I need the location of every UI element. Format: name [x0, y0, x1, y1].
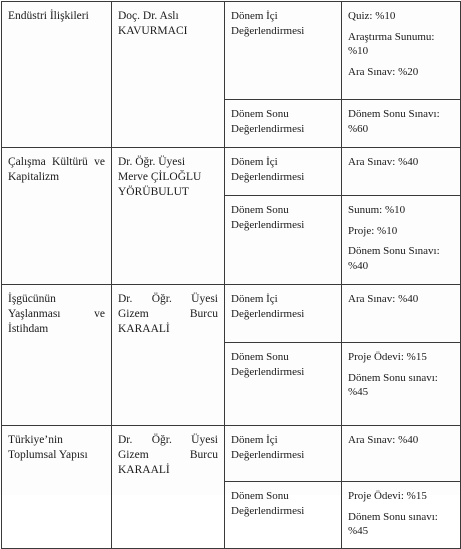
- instructor-line: KAVURMACI: [118, 25, 188, 38]
- detail-line: Dönem Sonu sınavı:: [348, 371, 438, 384]
- course-name-line: Çalışma Kültürü ve: [8, 156, 105, 168]
- course-name-cell: [2, 426, 112, 549]
- evaluation-type-line: Dönem Sonu: [231, 351, 289, 363]
- course-name-line: Toplumsal Yapısı: [8, 449, 88, 462]
- table-row: [2, 148, 461, 196]
- course-name-cell: [2, 285, 112, 426]
- detail-line: Ara Sınav: %40: [348, 293, 419, 305]
- detail-line: %45: [348, 525, 369, 538]
- detail-line: %40: [348, 259, 369, 272]
- evaluation-type-line: Dönem İçi: [231, 293, 278, 305]
- evaluation-type-cell: [225, 2, 342, 100]
- evaluation-type-cell: [225, 343, 342, 426]
- detail-line: Dönem Sonu Sınavı:: [348, 245, 440, 258]
- evaluation-type-line: Değerlendirmesi: [231, 218, 305, 231]
- course-name-cell: [2, 2, 112, 148]
- evaluation-type-line: Dönem İçi: [231, 434, 278, 446]
- course-name-line: Yaşlanması ve: [8, 308, 105, 321]
- course-name-line: Türkiye’nin: [8, 434, 63, 446]
- instructor-line: KARAALİ: [118, 464, 170, 477]
- evaluation-type-line: Değerlendirmesi: [231, 448, 305, 461]
- evaluation-detail-cell: [342, 2, 461, 100]
- evaluation-detail-cell: [342, 343, 461, 426]
- instructor-line: KARAALİ: [118, 323, 170, 336]
- course-evaluation-table: [1, 1, 461, 549]
- evaluation-type-cell: [225, 482, 342, 549]
- evaluation-detail-cell: [342, 148, 461, 196]
- instructor-line: YÖRÜBULUT: [118, 186, 189, 199]
- detail-line: Araştırma Sunumu:: [348, 30, 435, 43]
- table-row: [2, 2, 461, 100]
- detail-line: Ara Sınav: %40: [348, 156, 419, 168]
- course-name-line: İşgücünün: [8, 293, 56, 305]
- evaluation-type-line: Değerlendirmesi: [231, 24, 305, 37]
- evaluation-type-cell: [225, 285, 342, 343]
- evaluation-detail-cell: [342, 426, 461, 482]
- evaluation-type-line: Dönem Sonu: [231, 490, 289, 502]
- detail-line: Ara Sınav: %40: [348, 434, 419, 446]
- detail-line: Sunum: %10: [348, 204, 406, 216]
- instructor-cell: [112, 426, 225, 549]
- instructor-line: Dr. Öğr. Üyesi: [118, 434, 218, 446]
- instructor-line: Dr. Öğr. Üyesi: [118, 293, 218, 305]
- evaluation-type-line: Dönem Sonu: [231, 108, 289, 120]
- evaluation-detail-cell: [342, 196, 461, 285]
- evaluation-type-line: Değerlendirmesi: [231, 504, 305, 517]
- instructor-line: Gizem Burcu: [118, 308, 218, 321]
- evaluation-type-cell: [225, 100, 342, 148]
- evaluation-detail-cell: [342, 100, 461, 148]
- instructor-line: Gizem Burcu: [118, 449, 218, 462]
- evaluation-type-line: Dönem İçi: [231, 156, 278, 168]
- detail-line: Dönem Sonu sınavı:: [348, 510, 438, 523]
- evaluation-type-line: Değerlendirmesi: [231, 307, 305, 320]
- instructor-line: Dr. Öğr. Üyesi: [118, 156, 186, 168]
- instructor-cell: [112, 2, 225, 148]
- evaluation-type-cell: [225, 426, 342, 482]
- detail-line: %10: [348, 45, 369, 58]
- detail-line: Quiz: %10: [348, 10, 396, 22]
- course-name-line: Kapitalizm: [8, 171, 60, 184]
- table-row: [2, 426, 461, 482]
- course-name-line: İstihdam: [8, 323, 49, 336]
- evaluation-type-line: Dönem İçi: [231, 10, 278, 22]
- evaluation-type-cell: [225, 196, 342, 285]
- course-name-line: Endüstri İlişkileri: [8, 10, 89, 22]
- instructor-cell: [112, 148, 225, 285]
- evaluation-detail-cell: [342, 285, 461, 343]
- detail-line: Proje Ödevi: %15: [348, 490, 427, 502]
- evaluation-detail-cell: [342, 482, 461, 549]
- instructor-line: Merve ÇİLOĞLU: [118, 171, 202, 184]
- detail-line: Dönem Sonu Sınavı:: [348, 108, 440, 120]
- instructor-line: Doç. Dr. Aslı: [118, 10, 179, 22]
- detail-line: %60: [348, 122, 369, 135]
- table-row: [2, 285, 461, 343]
- detail-line: Proje Ödevi: %15: [348, 351, 427, 363]
- detail-line: Ara Sınav: %20: [348, 65, 419, 78]
- detail-line: %45: [348, 386, 369, 399]
- evaluation-type-cell: [225, 148, 342, 196]
- instructor-cell: [112, 285, 225, 426]
- evaluation-type-line: Değerlendirmesi: [231, 365, 305, 378]
- course-name-cell: [2, 148, 112, 285]
- evaluation-type-line: Dönem Sonu: [231, 204, 289, 216]
- detail-line: Proje: %10: [348, 224, 398, 237]
- evaluation-type-line: Değerlendirmesi: [231, 122, 305, 135]
- evaluation-type-line: Değerlendirmesi: [231, 170, 305, 183]
